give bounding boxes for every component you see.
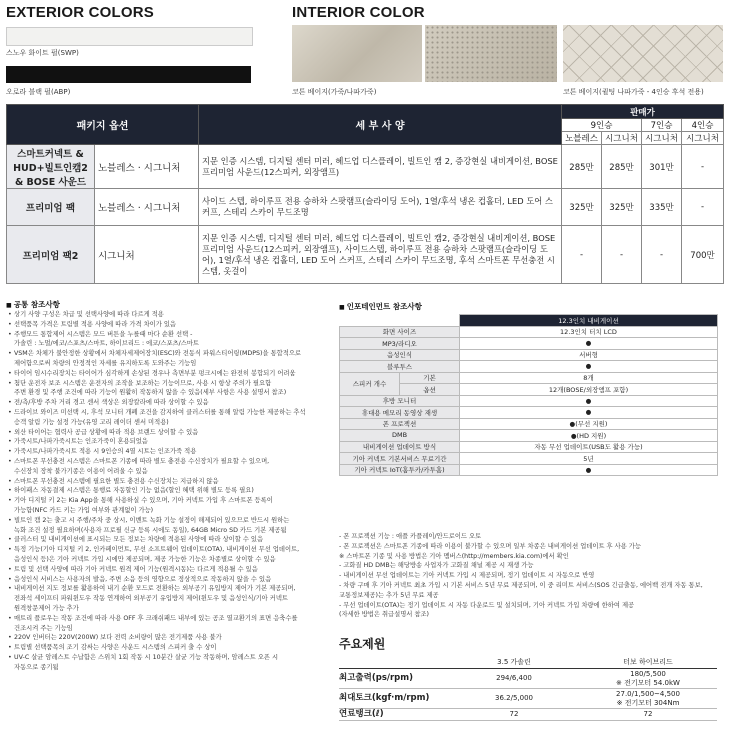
spec-hybrid: 72 [643,710,653,718]
spec-hybrid: 27.0/1,500~4,500 [616,690,680,698]
infotainment-value: ●(HD 지원) [460,430,718,442]
table-row [339,689,717,709]
infotainment-notes [339,532,719,620]
infotainment-label: DMB [340,430,460,442]
infotainment-label: 스피커 개수 [340,372,400,395]
spec-hybrid-cell [579,709,717,721]
note-item: • 가죽시트/나파가죽시트는 인조가죽이 혼용되었음 [8,437,330,447]
infotainment-note: - 내비게이션 무선 업데이트는 기아 커넥트 가입 시 제공되며, 정기 업데이트 시 자동으로 반영 [339,572,595,580]
table-row [340,326,718,338]
table-row [340,418,718,430]
spec-hybrid-cell [579,669,717,689]
header-package: 패키지 옵션 [7,105,199,145]
note-item: • 트림별 선택품목의 조기 감싸는 사양은 사운드 시스템의 스피커 출 수 상이 [8,643,330,653]
infotainment-note: - 고화질 HD DMB는 해당방송 사업자가 고화질 채널 제공 시 재생 가능 [339,562,534,570]
note-item: • UV-C 살균 암레스트 수납함은 스위치 1회 작동 시 10분간 살균 기능 작동하며, 암레스트 오픈 시 [8,653,330,663]
infotainment-value: ● [460,407,718,419]
infotainment-note: ※ 스마트폰 기종 및 사용 방법은 기아 멤버스(http://members.kia.com)에서 확인 [339,552,569,560]
price-cell: 325만 [562,189,602,226]
infotainment-label: 블루투스 [340,361,460,373]
interior-perforated-image [425,25,557,82]
note-item: • 트림 및 선택 사양에 따라 기아 커넥트 원격 제어 기능(원격시동)는 다르게 적용될 수 있음 [8,565,330,575]
spec-label: 최대토크(kgf·m/rpm) [339,689,449,709]
infotainment-label: 기아 커넥트 기본서비스 무료기간 [340,453,460,465]
note-item: • 첨단 운전자 보조 시스템은 운전자의 조작을 보조하는 기능이므로, 사용 시 항상 주의가 필요함 [8,379,330,389]
table-row [340,372,718,384]
infotainment-label: 기아 커넥트 IoT(홈투카/카투홈) [340,464,460,476]
note-item: • 선택품목 가격은 트림별 적용 사양에 따라 가격 차이가 있음 [8,320,330,330]
note-item: 수신장치 장착 불가기종은 이용이 어려울 수 있음 [14,467,148,475]
note-item: • 음성인식 서비스는 사용자의 발음, 주변 소음 등의 영향으로 정상적으로 작동하지 않을 수 있음 [8,575,330,585]
spec-hybrid-note: ※ 전기모터 304Nm [616,698,680,707]
sub-header-signature-7: 시그니처 [642,132,682,145]
note-item: • 전/측/후방 주차 거리 경고 센서 색상은 외장칼라에 따라 상이할 수 있음 [8,398,330,408]
note-item: 건조시켜 주는 기능임 [14,624,73,632]
infotainment-value: ● [460,395,718,407]
note-item: 주변 환경 및 주행 조건에 따라 기능이 원활히 작동하지 않을 수 있음(세부 사항은 사용 설명서 참조) [14,389,287,397]
table-row [340,361,718,373]
swatch-snow-white [6,27,253,46]
specs-title: 주요제원 [339,637,386,651]
sub-header-signature-4: 시그니처 [682,132,724,145]
infotainment-label: 폰 프로젝션 [340,418,460,430]
note-item: 전좌석 세이프티 파워윈도우 작동 연계하여 외부공기 유입방지 제어(윈도우 및 음성인식/기아 커넥트 [14,595,288,603]
note-item: 원격창문제어 가능 추가 [14,604,79,612]
note-item: • 주행모드 통합제어 시스템은 모드 버튼을 누를때 마다 순환 선택 - [8,330,330,340]
spec-label: 최고출력(ps/rpm) [339,669,449,689]
interior-leather-image [292,25,422,82]
interior-title: INTERIOR COLOR [292,4,425,21]
notes-title: ■ 공통 참조사항 [6,299,60,310]
seat-group-7: 7인승 [642,119,682,132]
spec-gasoline: 294/6,400 [449,669,579,689]
package-name: 프리미엄 팩2 [7,226,95,284]
note-item: • 기아 디지털 키 2는 Kia App을 통해 사용하실 수 있으며, 기아 커넥트 가입 후 스마트폰 등록이 [8,496,330,506]
price-cell: 700만 [682,226,724,284]
table-row [7,145,724,189]
table-row [340,349,718,361]
interior-label-2: 코튼 베이지(퀼팅 나파가죽 - 4인승 후석 전용) [563,88,704,96]
infotainment-value: ● [460,338,718,350]
package-name: 프리미엄 팩 [7,189,95,226]
infotainment-value: 5년 [460,453,718,465]
infotainment-label: 음성인식 [340,349,460,361]
package-details: 지문 인증 시스템, 디지털 센터 미러, 헤드업 디스플레이, 빌트인 캠2, 증강현실 내비게이션, BOSE 프리미엄 사운드(12스피커, 외장앰프), 사이드스텝, 하이루프 전용 승하차 스팟램프(슬라이딩 도어), 1열/후석 냉온 컵홀더, LED 도어 스커프, 스테리 스카이 무드조명, 후석 스마트폰 무선충전 시스템, 옷걸이 [199,226,562,284]
sub-header-noblesse: 노블레스 [562,132,602,145]
spec-gasoline: 72 [449,709,579,721]
table-row [340,464,718,476]
note-item: • 매트리 플로우는 작동 조건에 따라 사용 OFF 후 크래쉬패드 내부에 있는 공조 열교환기의 표면 응축수를 [8,614,330,624]
package-trims: 노블레스 · 시그니처 [95,189,199,226]
price-cell: 285만 [602,145,642,189]
table-row [340,441,718,453]
header-details: 세 부 사 양 [199,105,562,145]
infotainment-label: 휴대용 메모리 동영상 재생 [340,407,460,419]
sub-header-signature-9: 시그니처 [602,132,642,145]
specs-table [339,655,717,721]
note-item: 승객 알림 기능 설정 가능(유영 고리 레이더 센서 미적용) [14,418,169,426]
spec-hybrid-cell [579,689,717,709]
spec-hybrid-note: ※ 전기모터 54.0kW [616,678,680,687]
table-row [340,430,718,442]
infotainment-label: 후방 모니터 [340,395,460,407]
price-cell: - [682,145,724,189]
note-item: • 상기 사양 구성은 차급 및 선택사양에 따라 다르게 적용 [8,310,330,320]
price-cell: 335만 [642,189,682,226]
note-item: • 가죽시트/나파가죽시트 적용 시 9인승의 4열 시트는 인조가죽 적용 [8,447,330,457]
infotainment-value: 12.3인치 터치 LCD [460,326,718,338]
interior-label-1: 코튼 베이지(가죽/나파가죽) [292,88,377,96]
price-cell: 325만 [602,189,642,226]
infotainment-note: - 폰 프로젝션은 스마트폰 기종에 따라 이용이 불가할 수 있으며 일부 차종은 내비게이션 업데이트 후 사용 가능 [339,542,641,550]
table-row [7,226,724,284]
infotainment-value: ●(무선 지원) [460,418,718,430]
note-item: • 빌트인 캠 2는 출고 시 주행/주차 중 상시, 이벤트 녹화 기능 설정이 해제되어 있으므로 반드시 원하는 [8,516,330,526]
price-cell: - [562,226,602,284]
infotainment-sublabel: 기본 [400,372,460,384]
table-row [7,189,724,226]
infotainment-note: 교통정보제공)는 추가 5년 무료 제공 [339,591,439,599]
table-row [339,709,717,721]
swatch-label-snow-white: 스노우 화이트 펄(SWP) [6,49,79,57]
note-item: • 타이어 임시수리장치는 타이어가 심각하게 손상된 경우나 측면부분 펑크시에는 완전히 봉합되기 어려움 [8,369,330,379]
note-item: • 내비게이션 지도 정보를 활용하여 내기 순환 모드로 전환하는 외부공기 유입방지 제어가 기본 제공되며, [8,584,330,594]
seat-group-9: 9인승 [562,119,642,132]
infotainment-label: MP3/라디오 [340,338,460,350]
spec-gasoline: 36.2/5,000 [449,689,579,709]
note-item: 자동으로 종기됨 [14,663,59,671]
infotainment-label: 화면 사이즈 [340,326,460,338]
swatch-aurora-black [6,66,251,83]
seat-group-4: 4인승 [682,119,724,132]
price-cell: - [642,226,682,284]
spec-hybrid: 180/5,500 [630,670,666,678]
infotainment-sublabel: 옵션 [400,384,460,396]
package-name: 스마트커넥트 & HUD+빌트인캠2 & BOSE 사운드 [7,145,95,189]
table-row [340,338,718,350]
table-row [339,669,717,689]
exterior-title: EXTERIOR COLORS [6,4,155,21]
package-details: 지문 인증 시스템, 디지털 센터 미러, 헤드업 디스플레이, 빌트인 캠 2, 증강현실 내비게이션, BOSE 프리미엄 사운드(12스피커, 외장앰프) [199,145,562,189]
infotainment-value: ● [460,464,718,476]
note-item: 가능함(NFC 카드 키는 가입 여부와 관계없이 가능) [14,506,154,514]
price-cell: 285만 [562,145,602,189]
price-cell: 301만 [642,145,682,189]
infotainment-note: - 폰 프로젝션 기능 : 애플 카플레이/안드로이드 오토 [339,533,482,540]
package-trims: 시그니처 [95,226,199,284]
infotainment-label: 내비게이션 업데이트 방식 [340,441,460,453]
note-item: • 특정 기능(기아 디지털 키 2, 인카페이먼트, 무선 소프트웨어 업데이트(OTA), 내비게이션 무선 업데이트, [8,545,330,555]
spec-label: 연료탱크(ℓ) [339,709,449,721]
spec-col-label [339,655,449,669]
infotainment-value: 8개 [460,372,718,384]
note-item: 음성인식 등)은 기아 커넥트 가입 시에만 제공되며, 제공 가능한 기능은 차종별로 상이할 수 있음 [14,555,276,563]
note-item: • 드라이브 와이즈 미선택 시, 후석 모니터 개폐 조건을 감지하여 클러스터를 통해 알림 가능한 제공하는 추석 [8,408,330,418]
infotainment-title: ■ 인포테인먼트 참조사항 [339,301,422,312]
note-item: • VSM은 차체가 불안정한 상황에서 차체자세제어장치(ESC)와 전동식 파워스티어링(MDPS)을 통합적으로 [8,349,330,359]
infotainment-table [339,314,718,476]
note-item: • 220V 인버터는 220V(200W) 보다 전력 소비량이 많은 전기제품 사용 불가 [8,633,330,643]
notes-list [8,310,330,672]
header-price: 판매가 [562,105,724,119]
infotainment-value: 서버형 [460,349,718,361]
note-item: • 스마트폰 무선충전 시스템은 스마트폰 기종에 따라 별도 충전용 수신장치가 필요할 수 있으며, [8,457,330,467]
package-details: 사이드 스텝, 하이루프 전용 승하차 스팟램프(슬라이딩 도어), 1열/후석 냉온 컵홀더, LED 도어 스커프, 스테리 스카이 무드조명 [199,189,562,226]
infotainment-value: 자동 무선 업데이트(USB도 활용 가능) [460,441,718,453]
infotainment-note: - 무선 업데이트(OTA)는 정기 업데이트 시 자동 다운로드 및 설치되며, 기아 커넥트 가입 차량에 한하여 제공 [339,601,635,609]
package-options-table [6,104,724,284]
note-item: • 하이패스 자동결제 시스템은 통행료 자동할인 기능 없음(할인 혜택 위해 별도 등록 필요) [8,486,330,496]
spec-col-gasoline: 3.5 가솔린 [449,655,579,669]
price-cell: - [682,189,724,226]
package-trims: 노블레스 · 시그니처 [95,145,199,189]
note-item: • 스마트폰 무선충전 시스템에 필요한 별도 충전용 수신장치는 지급하지 않음 [8,477,330,487]
note-item: 가솔린 : 노멀/에코/스포츠/스마트, 하이브리드 : 에코/스포츠/스마트 [14,340,200,348]
note-item: • 클러스터 및 내비게이션에 표시되는 모든 정보는 차량에 적용된 사양에 따라 상이할 수 있음 [8,535,330,545]
infotainment-value: 12개(BOSE/외장앰프 포함) [460,384,718,396]
price-cell: - [602,226,642,284]
spec-col-hybrid: 터보 하이브리드 [579,655,717,669]
infotainment-note: - 차량 구매 후 기아 커넥트 최초 가입 시 기본 서비스 5년 무료 제공되며, 이 중 리미트 서비스(SOS 긴급출동, 에어백 전개 자동 통보, [339,581,703,589]
infotainment-header: 12.3인치 내비게이션 [460,315,718,327]
table-row [340,407,718,419]
infotainment-value: ● [460,361,718,373]
interior-quilted-image [563,25,723,82]
note-item: 제어함으로써 차량의 안정적인 자세를 유지하도록 도와주는 기능임 [14,359,197,367]
note-item: 녹화 조건 설정 필요하며(사용자 프로필 신규 등록 시에도 동일), 64GB Micro SD 카드 기본 제공됨 [14,526,287,534]
table-row [340,395,718,407]
table-row [340,453,718,465]
swatch-label-aurora-black: 오로라 블랙 펄(ABP) [6,88,71,96]
note-item: • 외산 타이어는 협력사 공급 상황에 따라 적용 브랜드 상이할 수 있음 [8,428,330,438]
infotainment-note: (자세한 방법은 취급설명서 참조) [339,611,429,619]
